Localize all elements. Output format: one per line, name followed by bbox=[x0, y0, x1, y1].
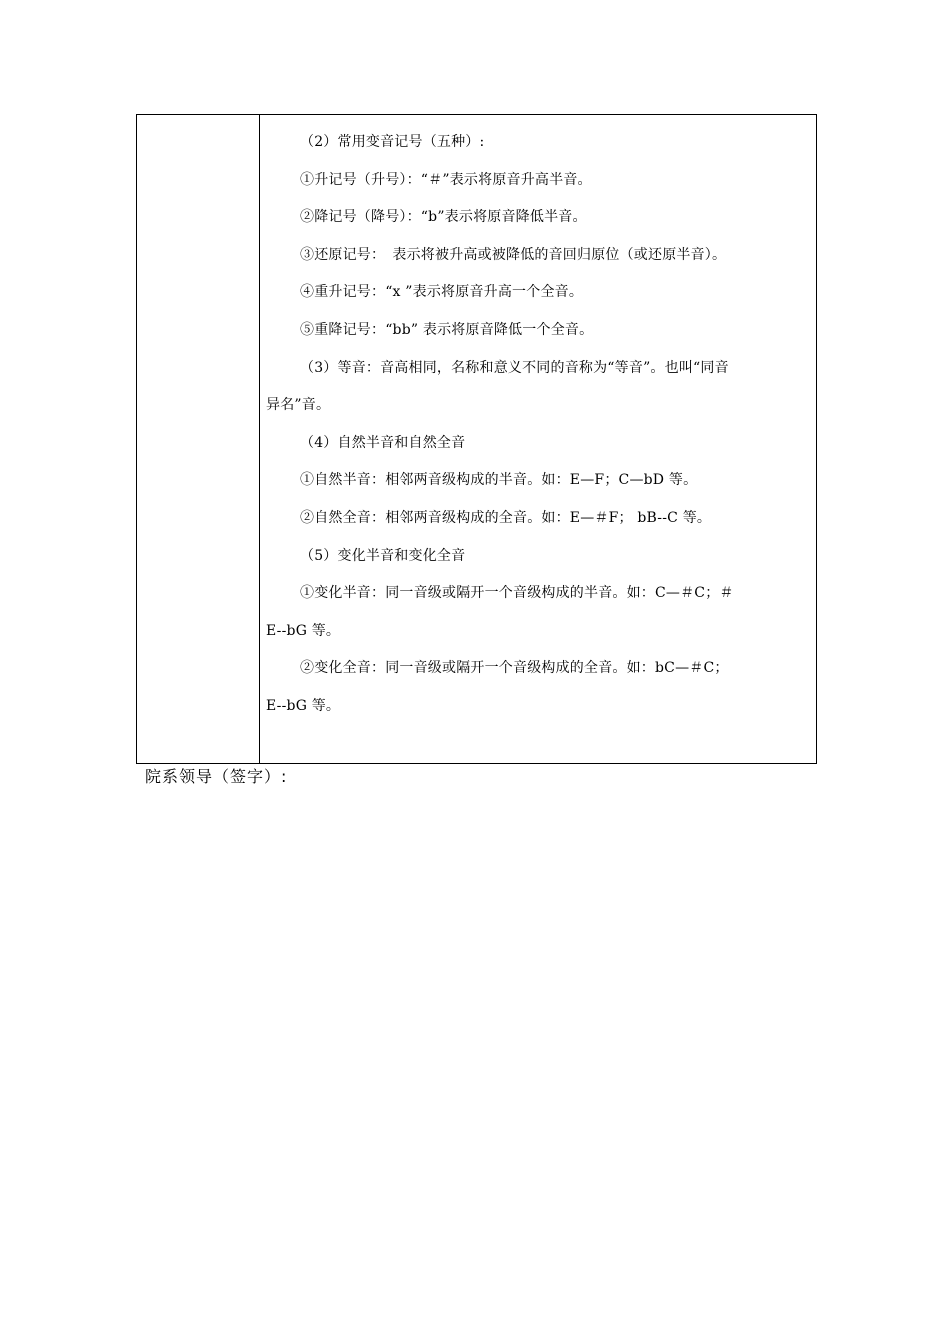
text-line: E--bG 等。 bbox=[266, 697, 341, 714]
table-left-column bbox=[137, 115, 260, 763]
text-line: ①升记号（升号）：“＃”表示将原音升高半音。 bbox=[300, 171, 592, 188]
text-line: ②变化全音：同一音级或隔开一个音级构成的全音。如：bC—＃C； bbox=[300, 660, 729, 677]
text-line: ②降记号（降号）：“b”表示将原音降低半音。 bbox=[300, 209, 587, 226]
text-line: ③还原记号： 表示将被升高或被降低的音回归原位（或还原半音）。 bbox=[300, 246, 727, 263]
table-content-cell bbox=[266, 124, 811, 726]
text-line: E--bG 等。 bbox=[266, 622, 341, 639]
text-line: ①变化半音：同一音级或隔开一个音级构成的半音。如：C—＃C；＃ bbox=[300, 585, 734, 602]
text-line: ⑤重降记号：“bb” 表示将原音降低一个全音。 bbox=[300, 321, 594, 338]
text-line: ④重升记号：“x ”表示将原音升高一个全音。 bbox=[300, 284, 584, 301]
text-line: （4）自然半音和自然全音 bbox=[300, 434, 466, 451]
content-table bbox=[136, 114, 817, 764]
text-line: （5）变化半音和变化全音 bbox=[300, 547, 466, 564]
text-line: （2）常用变音记号（五种）: bbox=[300, 134, 485, 150]
signature-label: 院系领导（签字）: bbox=[145, 767, 288, 786]
text-line: （3）等音：音高相同，名称和意义不同的音称为“等音”。也叫“同音 bbox=[300, 359, 729, 376]
text-line: 异名”音。 bbox=[266, 397, 331, 414]
text-line: ①自然半音：相邻两音级构成的半音。如：E—F；C—bD 等。 bbox=[300, 472, 698, 489]
text-line: ②自然全音：相邻两音级构成的全音。如：E—＃F； bB--C 等。 bbox=[300, 509, 712, 526]
